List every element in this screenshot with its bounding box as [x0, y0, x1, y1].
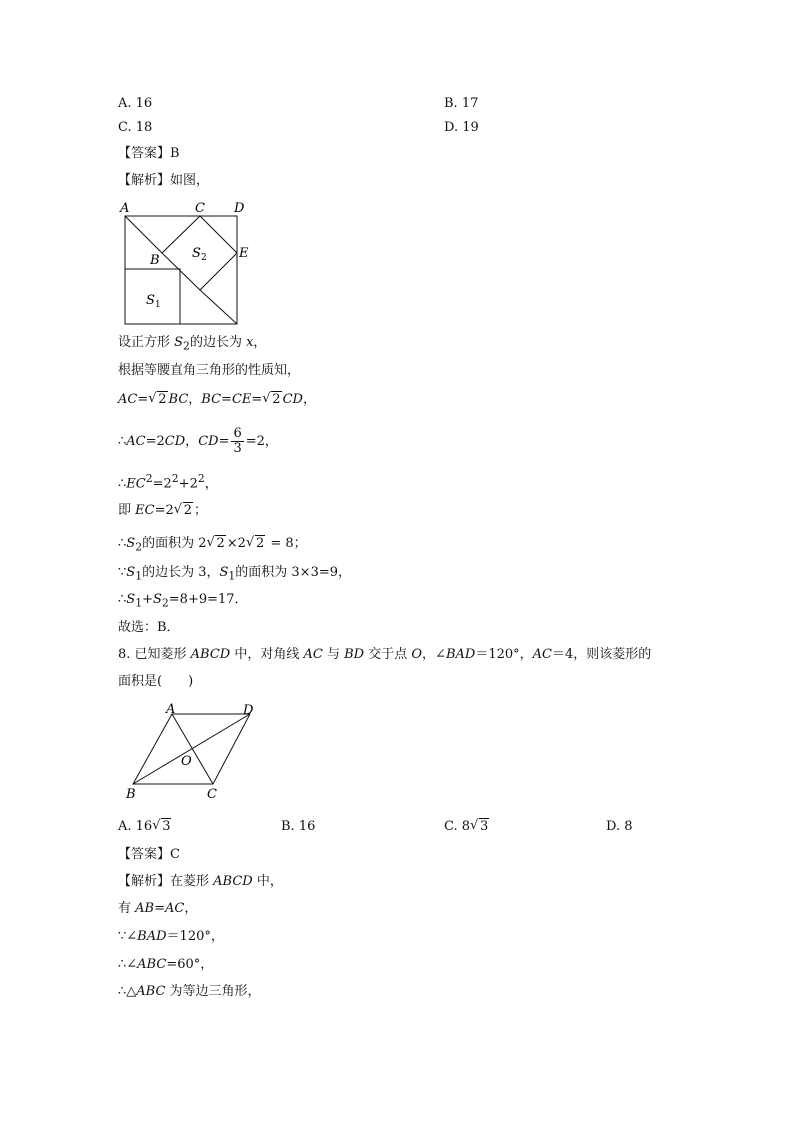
solution-line-2: 根据等腰直角三角形的性质知， — [118, 363, 301, 378]
label-a: A — [120, 201, 130, 216]
solution-line-3: AC=√ 2 BC，BC=CE=√ 2 CD， — [118, 391, 316, 409]
answer-label: 【答案】B — [118, 146, 180, 161]
square-diagram — [115, 196, 255, 328]
option-c: C. 18 — [118, 120, 153, 135]
solution-line-6: 即 EC=2√ 2 ； — [118, 502, 207, 520]
solution-line-5: $\therefore EC^2=2^2+2^2$， — [118, 472, 218, 492]
q8-stem-line-1: 8. 已知菱形 ABCD 中，对角线 AC 与 BD 交于点 O，∠BAD＝120°，AC＝4，则该菱形的 — [118, 647, 652, 662]
q8-option-c: C. 8√ 3 — [444, 818, 490, 836]
q8-option-b: B. 16 — [281, 819, 316, 834]
q8-analysis-line-1: 【解析】在菱形 ABCD 中， — [118, 874, 283, 889]
q8-answer-label: 【答案】C — [118, 847, 180, 862]
q8-analysis-line-3: ∵∠BAD＝120°， — [118, 929, 224, 944]
label-b: B — [150, 253, 160, 268]
label-s2-sub: 2 — [201, 253, 207, 263]
label-e: E — [239, 246, 249, 261]
label-s1-sub: 1 — [155, 300, 161, 310]
rhombus-diagram — [120, 700, 270, 806]
solution-line-10: 故选：B． — [118, 620, 180, 635]
solution-line-4: ∴AC=2CD，CD= $\frac{6}{3}$ =2， — [118, 426, 278, 456]
option-d: D. 19 — [444, 120, 479, 135]
q8-analysis-line-5: ∴△ABC 为等边三角形， — [118, 984, 261, 999]
solution-line-7: $\therefore S_2$的面积为 2√ 2 ×2√ 2 = 8； — [118, 535, 307, 557]
label-s2: S — [192, 246, 201, 261]
q8-stem-line-2: 面积是( ) — [118, 674, 194, 689]
rhombus-label-d: D — [243, 703, 254, 718]
rhombus-label-c: C — [207, 787, 217, 802]
solution-line-9: $\therefore S_1+S_2=8+9=17$． — [118, 592, 248, 610]
solution-line-8: $\because S_1$的边长为 3，$S_1$的面积为 3×3=9， — [118, 565, 352, 583]
analysis-intro: 【解析】如图， — [118, 173, 210, 188]
rhombus-label-b: B — [126, 787, 136, 802]
option-b: B. 17 — [444, 96, 479, 111]
q8-option-a: A. 16√ 3 — [118, 818, 172, 836]
label-d: D — [234, 201, 245, 216]
rhombus-label-a: A — [166, 702, 176, 717]
q8-option-d: D. 8 — [606, 819, 633, 834]
q8-analysis-line-4: ∴∠ABC=60°， — [118, 957, 214, 972]
option-a: A. 16 — [118, 96, 153, 111]
label-c: C — [195, 201, 205, 216]
solution-line-1: 设正方形 $S_2$的边长为 x， — [118, 335, 267, 353]
rhombus-label-o: O — [181, 754, 192, 769]
q8-analysis-line-2: 有 AB=AC， — [118, 901, 198, 916]
label-s1: S — [146, 293, 155, 308]
